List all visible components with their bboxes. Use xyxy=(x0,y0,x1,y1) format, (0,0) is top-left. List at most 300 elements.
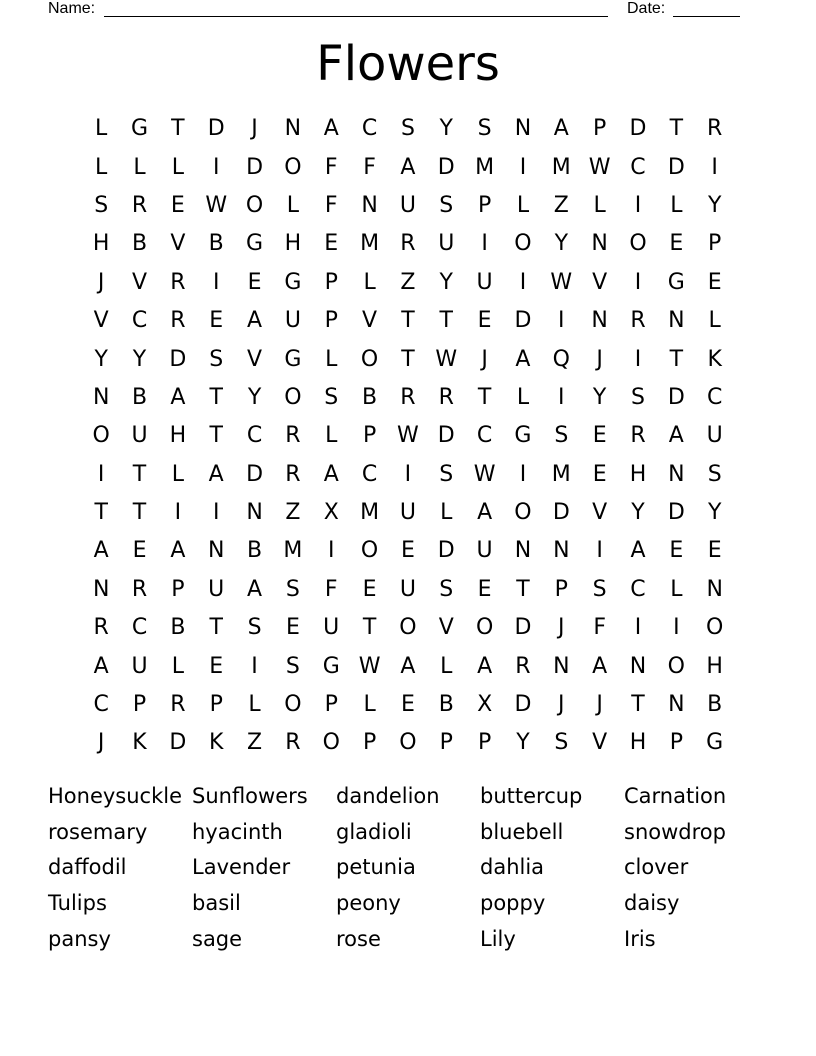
grid-letter[interactable]: S xyxy=(400,116,415,142)
grid-letter[interactable]: L xyxy=(171,653,184,679)
grid-letter[interactable]: O xyxy=(360,346,379,372)
grid-letter[interactable]: S xyxy=(477,116,492,142)
grid-letter[interactable]: U xyxy=(399,192,416,218)
grid-letter[interactable]: N xyxy=(92,576,110,602)
grid-letter[interactable]: V xyxy=(170,231,186,257)
grid-letter[interactable]: B xyxy=(131,384,148,410)
grid-letter[interactable]: U xyxy=(131,423,148,449)
grid-letter[interactable]: D xyxy=(207,116,225,142)
grid-letter[interactable]: I xyxy=(327,538,335,564)
grid-letter[interactable]: P xyxy=(209,692,223,718)
grid-letter[interactable]: O xyxy=(284,384,302,410)
grid-letter[interactable]: I xyxy=(596,538,603,564)
grid-letter[interactable]: S xyxy=(439,192,454,218)
grid-letter[interactable]: N xyxy=(207,538,225,564)
grid-letter[interactable]: W xyxy=(550,269,573,295)
grid-letter[interactable]: I xyxy=(212,269,220,295)
grid-letter[interactable]: A xyxy=(93,653,109,679)
grid-letter[interactable]: E xyxy=(247,269,262,295)
grid-letter[interactable]: F xyxy=(324,192,338,218)
grid-letter[interactable]: P xyxy=(324,269,338,295)
grid-letter[interactable]: Y xyxy=(516,730,530,756)
grid-letter[interactable]: A xyxy=(93,538,109,564)
grid-letter[interactable]: G xyxy=(130,116,149,142)
grid-letter[interactable]: D xyxy=(246,154,264,180)
grid-letter[interactable]: E xyxy=(209,308,224,334)
grid-letter[interactable]: E xyxy=(209,653,224,679)
grid-letter[interactable]: P xyxy=(708,231,722,257)
grid-letter[interactable]: Q xyxy=(552,346,570,372)
grid-letter[interactable]: P xyxy=(669,730,683,756)
header-row xyxy=(48,0,748,20)
grid-letter[interactable]: A xyxy=(630,538,646,564)
grid-letter[interactable]: R xyxy=(131,192,148,218)
grid-letter[interactable]: R xyxy=(438,384,454,410)
grid-letter[interactable]: D xyxy=(552,500,570,526)
grid-letter[interactable]: T xyxy=(132,461,147,487)
grid-letter[interactable]: O xyxy=(629,231,647,257)
grid-letter[interactable]: H xyxy=(629,730,647,756)
grid-letter[interactable]: S xyxy=(707,461,722,487)
grid-letter[interactable]: R xyxy=(707,116,723,142)
grid-letter[interactable]: Y xyxy=(707,500,722,526)
grid-letter[interactable]: N xyxy=(92,384,110,410)
grid-letter[interactable]: L xyxy=(95,154,108,180)
grid-letter[interactable]: D xyxy=(246,461,264,487)
grid-row xyxy=(82,110,734,148)
grid-letter[interactable]: L xyxy=(440,653,453,679)
grid-letter[interactable]: S xyxy=(209,346,224,372)
grid-letter[interactable]: U xyxy=(208,576,225,602)
grid-letter[interactable]: R xyxy=(400,231,416,257)
grid-letter[interactable]: A xyxy=(323,116,339,142)
grid-letter[interactable]: A xyxy=(247,576,263,602)
grid-letter[interactable]: E xyxy=(707,538,722,564)
grid-letter[interactable]: W xyxy=(473,461,496,487)
grid-letter[interactable]: R xyxy=(285,423,301,449)
grid-letter[interactable]: Z xyxy=(400,269,416,295)
grid-letter[interactable]: L xyxy=(171,461,184,487)
grid-letter[interactable]: R xyxy=(285,461,301,487)
grid-letter[interactable]: V xyxy=(592,730,608,756)
grid-letter[interactable]: B xyxy=(131,231,148,257)
grid-letter[interactable]: A xyxy=(592,653,608,679)
grid-letter[interactable]: N xyxy=(591,308,608,334)
grid-letter[interactable]: C xyxy=(131,615,148,641)
grid-letter[interactable]: J xyxy=(558,615,565,641)
grid-letter[interactable]: N xyxy=(553,538,570,564)
grid-letter[interactable]: K xyxy=(208,730,224,756)
grid-letter[interactable]: J xyxy=(97,269,105,295)
grid-letter[interactable]: D xyxy=(514,308,532,334)
grid-letter[interactable]: G xyxy=(284,346,302,372)
grid-letter[interactable]: O xyxy=(514,500,532,526)
grid-row xyxy=(82,724,734,762)
grid-letter[interactable]: P xyxy=(132,692,147,718)
grid-letter[interactable]: V xyxy=(131,269,148,295)
grid-letter[interactable]: R xyxy=(285,730,301,756)
grid-letter[interactable]: J xyxy=(596,692,603,718)
grid-letter[interactable]: L xyxy=(440,500,453,526)
grid-letter[interactable]: T xyxy=(209,423,223,449)
grid-letter[interactable]: N xyxy=(668,308,685,334)
grid-letter[interactable]: U xyxy=(399,576,416,602)
grid-letter[interactable]: B xyxy=(438,692,454,718)
word-list-item: dandelion xyxy=(336,783,440,808)
grid-letter[interactable]: W xyxy=(435,346,458,372)
grid-letter[interactable]: E xyxy=(669,538,684,564)
grid-letter[interactable]: S xyxy=(554,423,569,449)
grid-letter[interactable]: I xyxy=(251,653,258,679)
grid-letter[interactable]: I xyxy=(519,269,527,295)
grid-letter[interactable]: O xyxy=(284,154,302,180)
grid-letter[interactable]: I xyxy=(558,308,565,334)
grid-letter[interactable]: I xyxy=(519,461,527,487)
grid-letter[interactable]: T xyxy=(171,116,185,142)
grid-letter[interactable]: J xyxy=(251,116,258,142)
grid-letter[interactable]: O xyxy=(245,192,264,218)
grid-letter[interactable]: E xyxy=(400,692,415,718)
grid-letter[interactable]: L xyxy=(670,192,683,218)
grid-letter[interactable]: I xyxy=(711,154,718,180)
grid-letter[interactable]: A xyxy=(515,346,531,372)
grid-letter[interactable]: L xyxy=(325,346,338,372)
grid-letter[interactable]: D xyxy=(667,384,685,410)
grid-letter[interactable]: U xyxy=(399,500,416,526)
grid-letter[interactable]: U xyxy=(131,653,148,679)
grid-letter[interactable]: C xyxy=(361,116,378,142)
grid-letter[interactable]: J xyxy=(97,730,105,756)
grid-letter[interactable]: R xyxy=(170,269,186,295)
grid-letter[interactable]: H xyxy=(629,461,647,487)
grid-letter[interactable]: T xyxy=(631,692,645,718)
word-list-item: petunia xyxy=(336,855,416,880)
grid-letter[interactable]: L xyxy=(286,192,300,218)
grid-letter[interactable]: T xyxy=(209,384,223,410)
grid-letter[interactable]: X xyxy=(477,692,493,718)
grid-letter[interactable]: B xyxy=(247,538,263,564)
grid-letter[interactable]: A xyxy=(400,154,416,180)
grid-letter[interactable]: L xyxy=(325,423,338,449)
grid-letter[interactable]: N xyxy=(284,116,302,142)
grid-letter[interactable]: G xyxy=(246,231,264,257)
grid-letter[interactable]: D xyxy=(667,500,685,526)
grid-letter[interactable]: F xyxy=(324,154,338,180)
grid-letter[interactable]: H xyxy=(169,423,187,449)
grid-letter[interactable]: I xyxy=(634,192,642,218)
grid-letter[interactable]: D xyxy=(514,692,532,718)
grid-letter[interactable]: A xyxy=(170,538,186,564)
grid-letter[interactable]: I xyxy=(97,461,105,487)
grid-letter[interactable]: C xyxy=(246,423,263,449)
grid-letter[interactable]: E xyxy=(132,538,147,564)
grid-letter[interactable]: Z xyxy=(285,500,301,526)
grid-letter[interactable]: D xyxy=(667,154,685,180)
grid-letter[interactable]: S xyxy=(94,192,109,218)
grid-letter[interactable]: S xyxy=(285,653,300,679)
grid-letter[interactable]: D xyxy=(437,423,455,449)
grid-letter[interactable]: B xyxy=(208,231,224,257)
grid-letter[interactable]: O xyxy=(475,615,494,641)
grid-letter[interactable]: N xyxy=(629,653,647,679)
grid-letter[interactable]: T xyxy=(439,308,453,334)
grid-letter[interactable]: D xyxy=(169,730,187,756)
grid-letter[interactable]: A xyxy=(477,500,493,526)
grid-letter[interactable]: U xyxy=(476,269,493,295)
grid-letter[interactable]: E xyxy=(362,576,377,602)
grid-letter[interactable]: Z xyxy=(247,730,263,756)
grid-letter[interactable]: P xyxy=(171,576,185,602)
grid-letter[interactable]: Y xyxy=(631,500,645,526)
grid-letter[interactable]: L xyxy=(516,384,530,410)
grid-letter[interactable]: J xyxy=(596,346,603,372)
grid-letter[interactable]: V xyxy=(362,308,378,334)
grid-letter[interactable]: G xyxy=(284,269,302,295)
grid-letter[interactable]: E xyxy=(592,461,607,487)
grid-letter[interactable]: L xyxy=(593,192,606,218)
grid-letter[interactable]: R xyxy=(630,423,646,449)
grid-letter[interactable]: D xyxy=(629,116,647,142)
grid-letter[interactable]: R xyxy=(630,308,646,334)
grid-letter[interactable]: U xyxy=(323,615,340,641)
grid-letter[interactable]: C xyxy=(361,461,378,487)
grid-letter[interactable]: M xyxy=(551,461,571,487)
grid-letter[interactable]: A xyxy=(477,653,493,679)
grid-letter[interactable]: L xyxy=(248,692,261,718)
grid-letter[interactable]: B xyxy=(707,692,723,718)
word-list-item: basil xyxy=(192,891,241,916)
grid-letter[interactable]: O xyxy=(667,653,685,679)
grid-letter[interactable]: I xyxy=(558,384,565,410)
grid-letter[interactable]: T xyxy=(669,346,684,372)
grid-letter[interactable]: Y xyxy=(439,116,453,142)
grid-letter[interactable]: E xyxy=(400,538,415,564)
grid-letter[interactable]: O xyxy=(706,615,724,641)
grid-letter[interactable]: A xyxy=(553,116,569,142)
grid-letter[interactable]: J xyxy=(481,346,488,372)
grid-letter[interactable]: L xyxy=(171,154,184,180)
grid-letter[interactable]: M xyxy=(283,538,303,564)
grid-letter[interactable]: C xyxy=(630,154,646,180)
grid-letter[interactable]: R xyxy=(170,692,186,718)
grid-letter[interactable]: I xyxy=(634,346,642,372)
grid-letter[interactable]: Y xyxy=(554,231,569,257)
grid-letter[interactable]: P xyxy=(554,576,568,602)
date-blank-line[interactable] xyxy=(673,16,740,17)
grid-letter[interactable]: M xyxy=(360,500,380,526)
grid-letter[interactable]: J xyxy=(558,692,565,718)
grid-letter[interactable]: C xyxy=(706,384,723,410)
grid-letter[interactable]: R xyxy=(400,384,416,410)
grid-letter[interactable]: X xyxy=(323,500,339,526)
grid-letter[interactable]: O xyxy=(514,231,532,257)
grid-letter[interactable]: Y xyxy=(592,384,607,410)
grid-letter[interactable]: P xyxy=(439,730,453,756)
grid-letter[interactable]: H xyxy=(706,653,723,679)
grid-letter[interactable]: W xyxy=(205,192,228,218)
grid-letter[interactable]: L xyxy=(133,154,146,180)
grid-letter[interactable]: I xyxy=(634,615,642,641)
grid-letter[interactable]: T xyxy=(477,384,492,410)
grid-letter[interactable]: P xyxy=(324,308,338,334)
grid-letter[interactable]: C xyxy=(131,308,148,334)
grid-letter[interactable]: Y xyxy=(132,346,147,372)
grid-letter[interactable]: N xyxy=(591,231,608,257)
grid-letter[interactable]: T xyxy=(516,576,530,602)
grid-letter[interactable]: F xyxy=(324,576,338,602)
grid-letter[interactable]: I xyxy=(174,500,182,526)
grid-letter[interactable]: C xyxy=(93,692,109,718)
grid-letter[interactable]: K xyxy=(132,730,147,756)
grid-letter[interactable]: N xyxy=(246,500,263,526)
grid-letter[interactable]: O xyxy=(284,692,302,718)
grid-letter[interactable]: T xyxy=(401,346,415,372)
grid-letter[interactable]: Y xyxy=(247,384,262,410)
grid-letter[interactable]: E xyxy=(170,192,185,218)
grid-letter[interactable]: S xyxy=(285,576,300,602)
grid-letter[interactable]: G xyxy=(706,730,724,756)
grid-letter[interactable]: L xyxy=(708,308,721,334)
grid-letter[interactable]: L xyxy=(670,576,683,602)
grid-letter[interactable]: R xyxy=(170,308,186,334)
grid-letter[interactable]: R xyxy=(93,615,109,641)
grid-letter[interactable]: Z xyxy=(553,192,569,218)
grid-letter[interactable]: A xyxy=(208,461,224,487)
grid-letter[interactable]: E xyxy=(285,615,300,641)
grid-letter[interactable]: N xyxy=(553,653,570,679)
grid-letter[interactable]: F xyxy=(363,154,376,180)
grid-letter[interactable]: Y xyxy=(707,192,722,218)
grid-letter[interactable]: N xyxy=(361,192,378,218)
grid-letter[interactable]: V xyxy=(438,615,454,641)
grid-letter[interactable]: E xyxy=(477,308,492,334)
grid-letter[interactable]: N xyxy=(668,692,685,718)
grid-letter[interactable]: E xyxy=(669,231,684,257)
grid-letter[interactable]: U xyxy=(706,423,723,449)
grid-letter[interactable]: I xyxy=(404,461,412,487)
grid-letter[interactable]: P xyxy=(477,730,492,756)
grid-letter[interactable]: V xyxy=(592,500,608,526)
grid-letter[interactable]: A xyxy=(323,461,339,487)
grid-letter[interactable]: A xyxy=(400,653,416,679)
grid-letter[interactable]: R xyxy=(131,576,148,602)
grid-letter[interactable]: M xyxy=(551,154,571,180)
grid-letter[interactable]: L xyxy=(363,269,376,295)
grid-letter[interactable]: U xyxy=(284,308,301,334)
grid-letter[interactable]: L xyxy=(516,192,530,218)
grid-letter[interactable]: K xyxy=(707,346,722,372)
grid-letter[interactable]: H xyxy=(284,231,302,257)
grid-letter[interactable]: M xyxy=(360,231,380,257)
grid-letter[interactable]: I xyxy=(212,500,220,526)
grid-letter[interactable]: I xyxy=(673,615,680,641)
grid-letter[interactable]: T xyxy=(132,500,147,526)
grid-letter[interactable]: P xyxy=(324,692,338,718)
grid-letter[interactable]: A xyxy=(170,384,186,410)
grid-letter[interactable]: S xyxy=(247,615,262,641)
grid-letter[interactable]: U xyxy=(438,231,455,257)
grid-letter[interactable]: O xyxy=(360,538,379,564)
grid-letter[interactable]: G xyxy=(322,653,340,679)
grid-letter[interactable]: T xyxy=(94,500,108,526)
grid-letter[interactable]: B xyxy=(362,384,378,410)
letter-grid xyxy=(82,110,734,763)
grid-letter[interactable]: H xyxy=(92,231,110,257)
grid-letter[interactable]: R xyxy=(515,653,531,679)
grid-letter[interactable]: E xyxy=(477,576,492,602)
grid-letter[interactable]: P xyxy=(477,192,492,218)
grid-letter[interactable]: E xyxy=(324,231,339,257)
grid-letter[interactable]: E xyxy=(707,269,722,295)
grid-letter[interactable]: I xyxy=(634,269,642,295)
grid-letter[interactable]: O xyxy=(322,730,340,756)
grid-letter[interactable]: P xyxy=(593,116,607,142)
grid-letter[interactable]: F xyxy=(593,615,606,641)
grid-letter[interactable]: C xyxy=(476,423,493,449)
grid-letter[interactable]: W xyxy=(397,423,419,449)
grid-letter[interactable]: C xyxy=(630,576,646,602)
grid-letter[interactable]: A xyxy=(668,423,684,449)
grid-letter[interactable]: S xyxy=(439,576,454,602)
grid-letter[interactable]: V xyxy=(247,346,263,372)
grid-letter[interactable]: I xyxy=(519,154,527,180)
grid-letter[interactable]: S xyxy=(439,461,454,487)
grid-letter[interactable]: W xyxy=(588,154,611,180)
grid-letter[interactable]: S xyxy=(631,384,645,410)
name-blank-line[interactable] xyxy=(104,16,608,17)
grid-letter[interactable]: O xyxy=(399,615,417,641)
grid-letter[interactable]: E xyxy=(592,423,607,449)
grid-row xyxy=(82,609,734,647)
grid-letter[interactable]: W xyxy=(358,653,381,679)
grid-letter[interactable]: O xyxy=(399,730,417,756)
grid-letter[interactable]: I xyxy=(481,231,488,257)
grid-letter[interactable]: S xyxy=(592,576,607,602)
grid-letter[interactable]: D xyxy=(437,154,455,180)
grid-letter[interactable]: N xyxy=(706,576,723,602)
grid-letter[interactable]: U xyxy=(476,538,493,564)
grid-letter[interactable]: V xyxy=(592,269,608,295)
grid-letter[interactable]: T xyxy=(362,615,377,641)
grid-letter[interactable]: T xyxy=(401,308,415,334)
grid-letter[interactable]: M xyxy=(475,154,495,180)
grid-letter[interactable]: L xyxy=(95,116,108,142)
grid-letter[interactable]: N xyxy=(514,116,532,142)
grid-letter[interactable]: A xyxy=(247,308,263,334)
grid-letter[interactable]: N xyxy=(668,461,685,487)
grid-letter[interactable]: Y xyxy=(439,269,453,295)
grid-letter[interactable]: O xyxy=(92,423,110,449)
grid-letter[interactable]: L xyxy=(363,692,376,718)
grid-letter[interactable]: I xyxy=(212,154,220,180)
grid-letter[interactable]: N xyxy=(514,538,532,564)
grid-letter[interactable]: D xyxy=(514,615,532,641)
grid-letter[interactable]: G xyxy=(514,423,532,449)
grid-letter[interactable]: T xyxy=(209,615,223,641)
word-list-item: Sunflowers xyxy=(192,783,308,808)
grid-letter[interactable]: S xyxy=(324,384,339,410)
grid-letter[interactable]: D xyxy=(169,346,187,372)
grid-letter[interactable]: V xyxy=(93,308,109,334)
grid-letter[interactable]: S xyxy=(554,730,569,756)
grid-letter[interactable]: P xyxy=(362,730,377,756)
grid-letter[interactable]: B xyxy=(170,615,186,641)
grid-letter[interactable]: D xyxy=(437,538,455,564)
grid-letter[interactable]: G xyxy=(667,269,685,295)
grid-letter[interactable]: Y xyxy=(94,346,108,372)
grid-letter[interactable]: P xyxy=(362,423,377,449)
grid-letter[interactable]: T xyxy=(669,116,684,142)
